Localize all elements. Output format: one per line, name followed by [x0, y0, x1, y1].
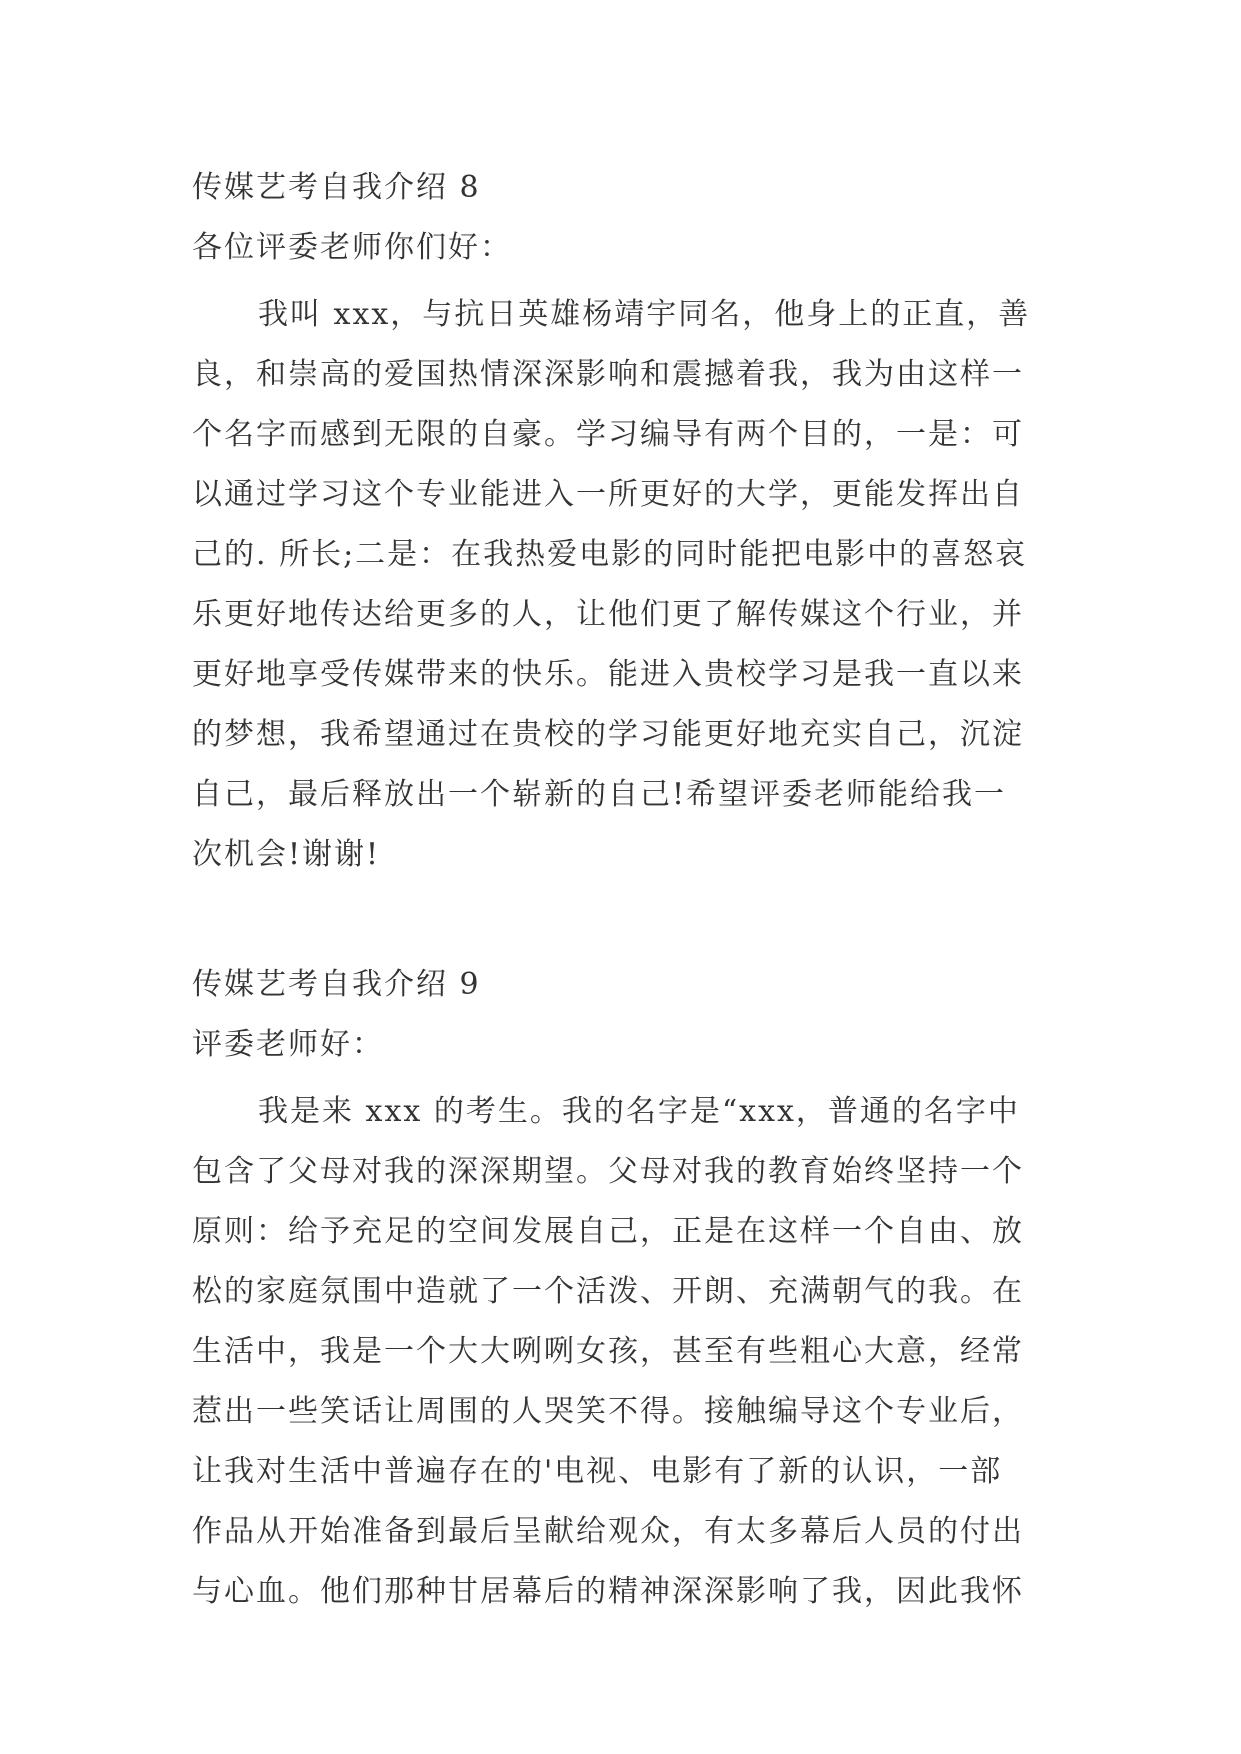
paragraph-line: 生活中，我是一个大大咧咧女孩，甚至有些粗心大意，经常 [192, 1334, 1024, 1369]
paragraph-line: 与心血。他们那种甘居幕后的精神深深影响了我，因此我怀 [192, 1574, 1024, 1609]
section-title: 传媒艺考自我介绍 9 [192, 967, 481, 1002]
paragraph-line: 包含了父母对我的深深期望。父母对我的教育始终坚持一个 [192, 1154, 1024, 1189]
paragraph-line: 松的家庭氛围中造就了一个活泼、开朗、充满朝气的我。在 [192, 1274, 1024, 1309]
paragraph-line: 己的. 所长;二是：在我热爱电影的同时能把电影中的喜怒哀 [192, 537, 1028, 572]
paragraph-line: 的梦想，我希望通过在贵校的学习能更好地充实自己，沉淀 [192, 717, 1024, 752]
paragraph-line: 良，和崇高的爱国热情深深影响和震撼着我，我为由这样一 [192, 357, 1024, 392]
paragraph-line: 我叫 xxx，与抗日英雄杨靖宇同名，他身上的正直，善 [258, 297, 1031, 332]
greeting: 各位评委老师你们好： [192, 230, 512, 265]
paragraph-line: 惹出一些笑话让周围的人哭笑不得。接触编导这个专业后， [192, 1394, 1024, 1429]
paragraph-line: 次机会!谢谢! [192, 837, 381, 872]
section-title: 传媒艺考自我介绍 8 [192, 170, 481, 205]
paragraph-line: 我是来 xxx 的考生。我的名字是“xxx，普通的名字中 [258, 1094, 1020, 1129]
paragraph-line: 让我对生活中普遍存在的'电视、电影有了新的认识，一部 [192, 1454, 1003, 1489]
paragraph-line: 以通过学习这个专业能进入一所更好的大学，更能发挥出自 [192, 477, 1024, 512]
paragraph-line: 原则：给予充足的空间发展自己，正是在这样一个自由、放 [192, 1214, 1024, 1249]
paragraph-line: 自己，最后释放出一个崭新的自己!希望评委老师能给我一 [192, 777, 1007, 812]
greeting: 评委老师好： [192, 1027, 384, 1062]
paragraph-line: 作品从开始准备到最后呈献给观众，有太多幕后人员的付出 [192, 1514, 1024, 1549]
paragraph-line: 乐更好地传达给更多的人，让他们更了解传媒这个行业，并 [192, 597, 1024, 632]
paragraph-line: 个名字而感到无限的自豪。学习编导有两个目的，一是：可 [192, 417, 1024, 452]
paragraph-line: 更好地享受传媒带来的快乐。能进入贵校学习是我一直以来 [192, 657, 1024, 692]
